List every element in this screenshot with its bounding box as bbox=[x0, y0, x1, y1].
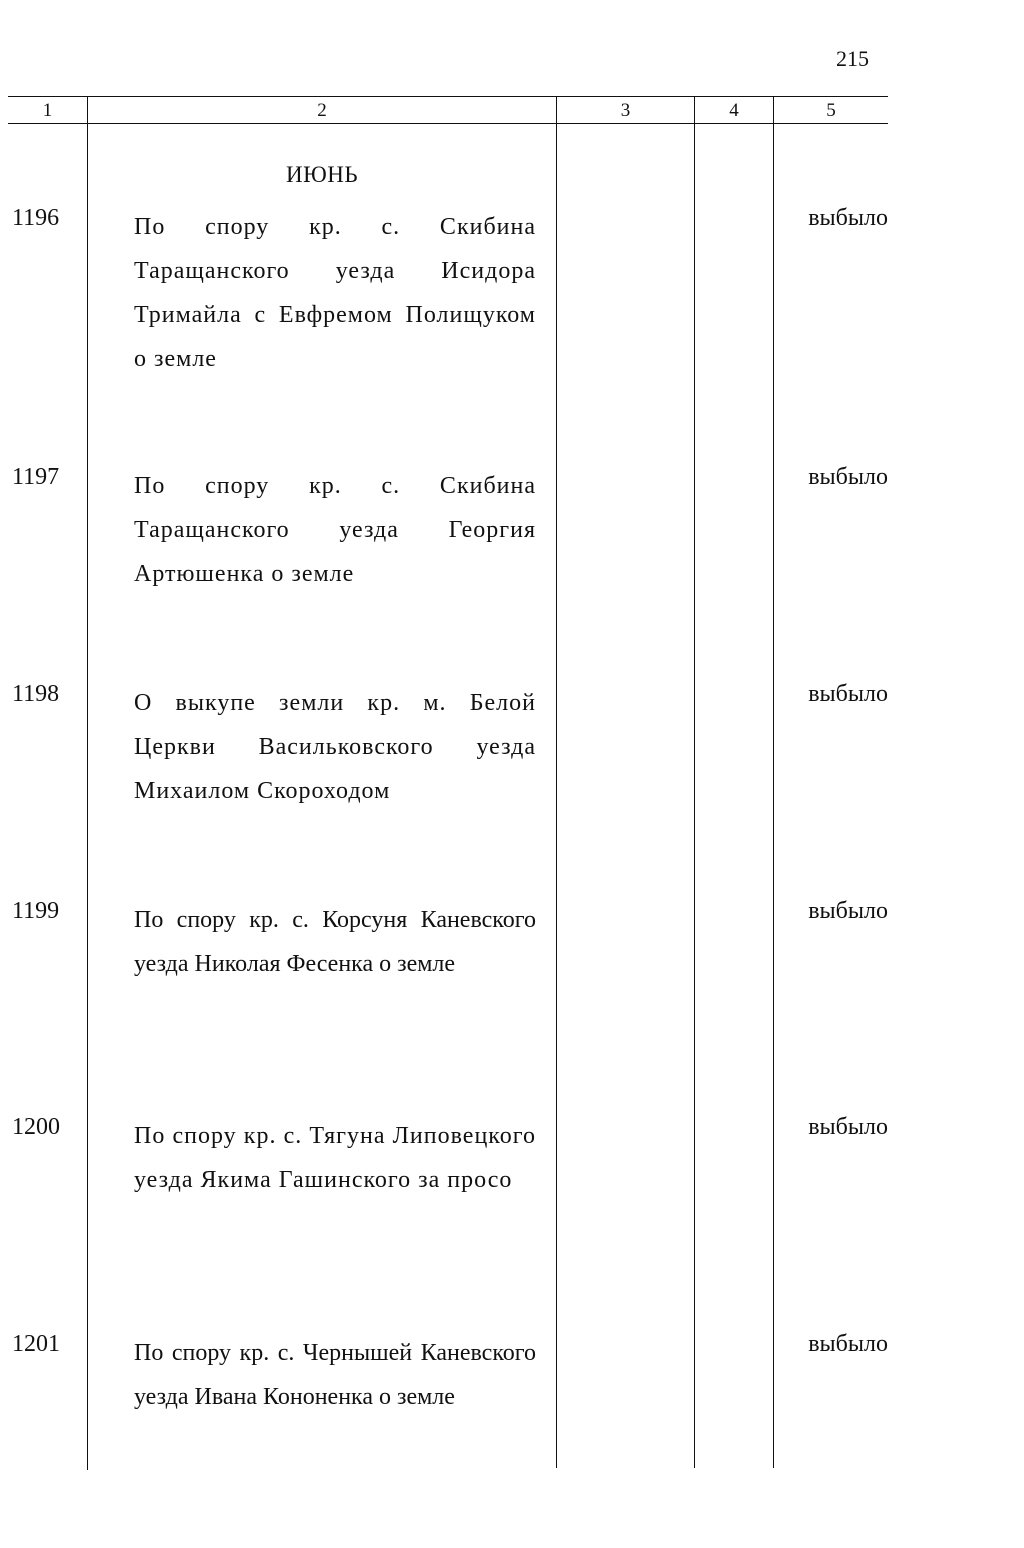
entry-number: 1201 bbox=[12, 1331, 60, 1357]
entry-status: выбыло bbox=[808, 898, 888, 924]
entry-status: выбыло bbox=[808, 1331, 888, 1357]
column-separator-1 bbox=[87, 96, 88, 1470]
column-header-1: 1 bbox=[42, 100, 53, 121]
column-header-4: 4 bbox=[729, 100, 739, 121]
section-title: ИЮНЬ bbox=[285, 162, 359, 187]
table-top-rule bbox=[8, 96, 888, 97]
column-separator-3 bbox=[694, 96, 695, 1468]
header-bottom-rule bbox=[8, 123, 888, 124]
column-separator-2 bbox=[556, 96, 557, 1468]
entry-status: выбыло bbox=[808, 681, 888, 707]
entry-number: 1196 bbox=[12, 205, 60, 231]
column-header-5: 5 bbox=[826, 100, 836, 121]
page-number: 215 bbox=[836, 46, 869, 71]
entry-description: О выкупе земли кр. м. Белой Церкви Васильковского уезда Михаилом Скороходом bbox=[134, 690, 536, 804]
entry-description: По спору кр. с. Корсуня Каневского уезда Николая Фесенка о земле bbox=[134, 907, 536, 977]
entry-description: По спору кр. с. Тягуна Липовецкого уезда Якима Гашинского за просо bbox=[134, 1123, 536, 1193]
entry-number: 1197 bbox=[12, 464, 60, 490]
column-header-3: 3 bbox=[620, 100, 631, 121]
entry-number: 1198 bbox=[12, 681, 60, 707]
entry-description: По спору кр. с. Скибина Таращанского уезда Исидора Тримайла с Евфремом Полищуком о земле bbox=[134, 214, 536, 372]
entry-description: По спору кр. с. Чернышей Каневского уезда Ивана Кононенка о земле bbox=[134, 1340, 536, 1410]
entry-status: выбыло bbox=[808, 205, 888, 231]
entry-status: выбыло bbox=[808, 1114, 888, 1140]
entry-number: 1199 bbox=[12, 898, 60, 924]
column-header-2: 2 bbox=[317, 100, 327, 121]
column-separator-4 bbox=[773, 96, 774, 1468]
entry-number: 1200 bbox=[12, 1114, 60, 1140]
entry-status: выбыло bbox=[808, 464, 888, 490]
entry-description: По спору кр. с. Скибина Таращанского уезда Георгия Артюшенка о земле bbox=[134, 473, 536, 587]
